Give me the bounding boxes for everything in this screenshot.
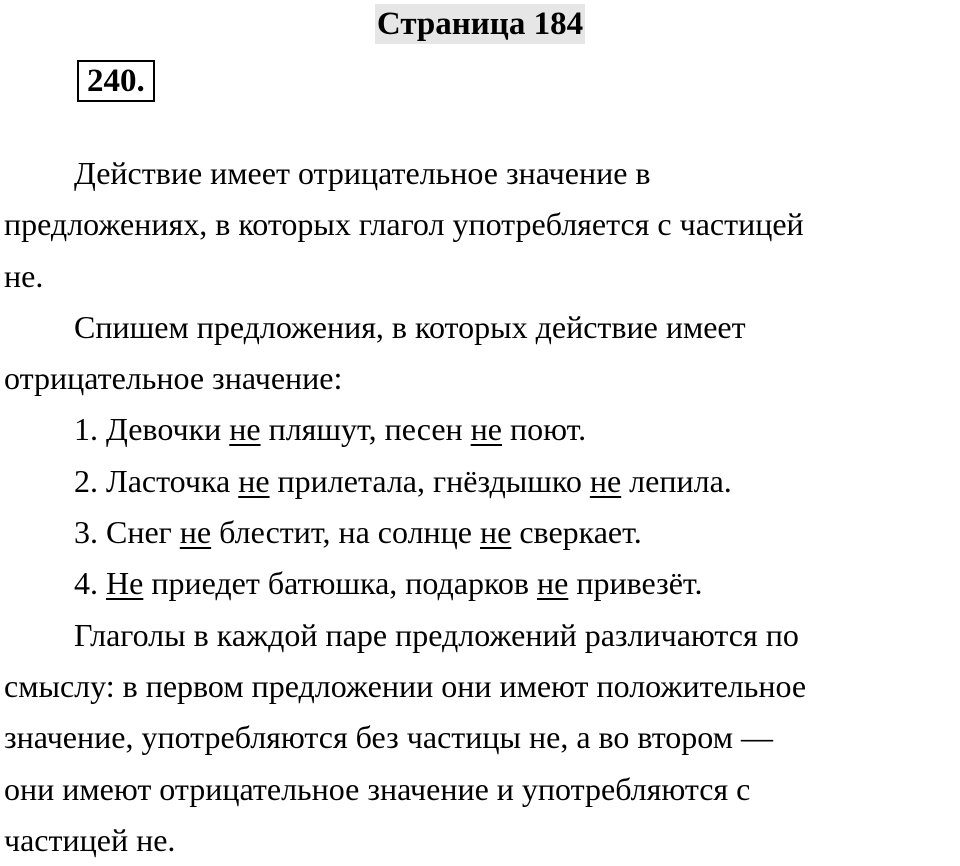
sentence-3 [4,507,960,558]
sentence-1-part-c: пляшут, песен [260,411,471,448]
sentence-3-part-e: сверкает. [511,514,642,551]
sentence-3-particle-1: не [179,514,212,551]
conclusion-text-4: они имеют отрицательное значение и употребляются с [4,770,751,807]
instruction-line-1 [4,302,960,353]
sentence-2-particle-2: не [589,462,622,499]
sentence-1 [4,404,960,455]
instruction-text-2: отрицательное значение: [4,360,343,397]
intro-text-2: предложениях, в которых глагол употребляется с частицей [4,206,804,243]
page-title-container [0,4,960,44]
sentence-4-part-e: привезёт. [568,565,703,602]
sentence-3-part-c: блестит, на солнце [211,514,480,551]
intro-line-3 [4,251,960,302]
conclusion-line-5 [4,815,960,866]
intro-line-1 [4,148,960,199]
sentence-3-part-a: 3. Снег [74,514,180,551]
conclusion-line-1 [4,610,960,661]
sentence-4-part-a: 4. [74,565,106,602]
sentence-2-part-e: лепила. [621,462,732,499]
intro-text-3: не. [4,257,44,294]
intro-text-1: Действие имеет отрицательное значение в [74,155,651,191]
instruction-text-1: Спишем предложения, в которых действие имеет [74,308,746,345]
conclusion-line-4 [4,764,960,815]
conclusion-line-3 [4,712,960,763]
sentence-1-part-e: поют. [501,411,587,448]
sentence-1-particle-2: не [470,411,502,448]
sentence-4-particle-1: Не [106,565,144,602]
conclusion-text-2: смыслу: в первом предложении они имеют положительное [4,667,807,704]
exercise-number-box: 240. [77,60,155,102]
sentence-2-part-c: прилетала, гнёздышко [269,462,590,499]
conclusion-text-5: частицей не. [4,821,176,858]
conclusion-text-1: Глаголы в каждой паре предложений различаются по [74,616,799,653]
page-title: Страница 184 [376,6,584,42]
conclusion-line-2 [4,661,960,712]
instruction-line-2 [4,353,960,404]
document-body [4,148,960,866]
sentence-1-part-a: 1. Девочки [74,411,230,448]
intro-line-2 [4,199,960,250]
sentence-2-particle-1: не [238,462,270,499]
sentence-4 [4,558,960,609]
sentence-4-part-c: приедет батюшка, подарков [143,565,537,602]
sentence-3-particle-2: не [480,514,512,551]
sentence-4-particle-2: не [536,565,569,602]
conclusion-text-3: значение, употребляются без частицы не, а во втором — [4,719,773,756]
sentence-2-part-a: 2. Ласточка [74,462,239,499]
sentence-2 [4,456,960,507]
sentence-1-particle-1: не [229,411,261,448]
